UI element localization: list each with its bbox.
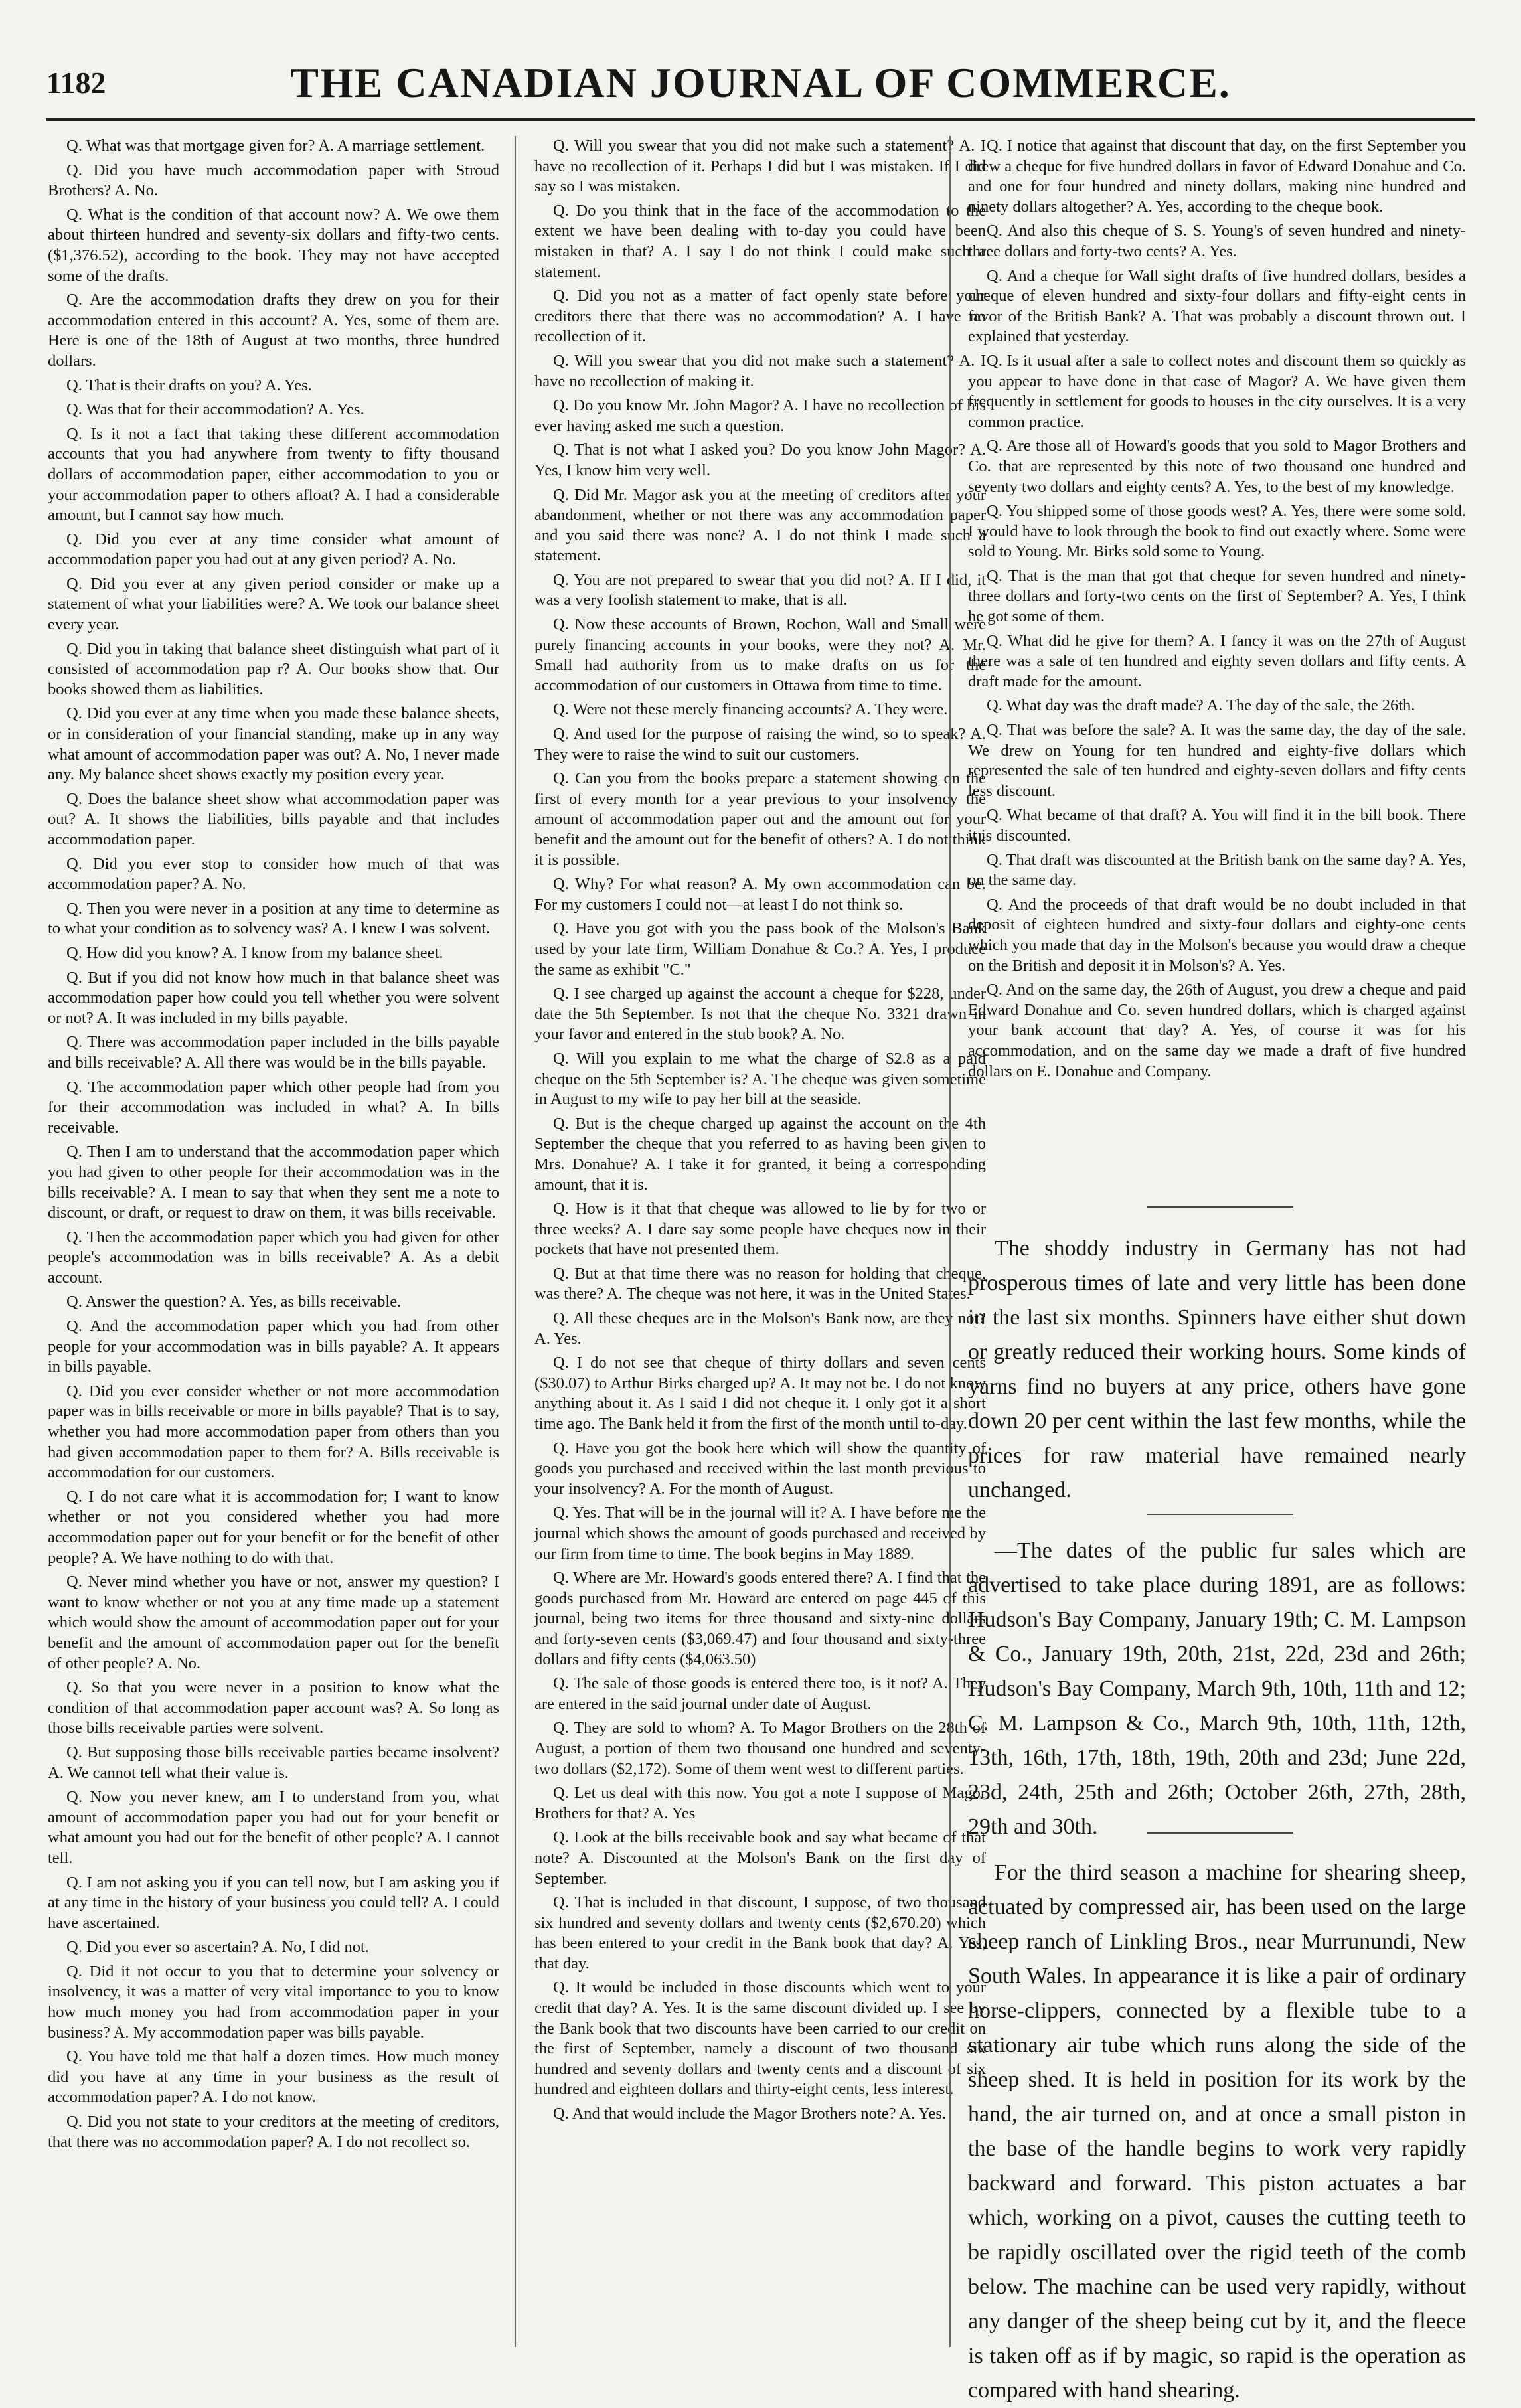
article-text: —The dates of the public fur sales which are advertised to take place during 1891, are as follows: Hudson's Bay Company, January 19th; C. M. Lampson & Co., January 19th, 20th, 21st, 22d, 23d and 26th; Hudson's Bay Company, March 9th, 10th, 11th and 12; C. M. Lampson & Co., March 9th, 10th, 11th, 12th, 13th, 16th, 17th, 18th, 19th, 20th and 23d; June 22d, 23d, 24th, 25th and 26th; October 26th, 27th, 28th, 29th and 30th. [968, 1538, 1466, 1839]
testimony-paragraph: Q. Answer the question? A. Yes, as bills receivable. [66, 1293, 402, 1311]
testimony-paragraph: Q. And also this cheque of S. S. Young's of seven hundred and ninety-three dollars and forty-two cents? A. Yes. [968, 222, 1466, 260]
testimony-paragraph: Q. That is included in that discount, I suppose, of two thousand six hundred and seventy dollars and twenty cents ($2,670.20) which has been entered to your credit in the Bank book that day? A. Yes, that day. [534, 1893, 986, 1972]
testimony-paragraph: Q. And the proceeds of that draft would be no doubt included in that deposit of eighteen hundred and sixty-four dollars and eighty-one cents which you made that day in the Molson's because you would draw a cheque on the British and deposit it in Molson's? A. Yes. [968, 895, 1466, 975]
article-separator [1147, 1206, 1293, 1208]
testimony-paragraph: Q. How did you know? A. I know from my balance sheet. [66, 943, 443, 962]
testimony-paragraph: Q. What day was the draft made? A. The day of the sale, the 26th. [987, 696, 1415, 715]
testimony-paragraph: Q. Will you swear that you did not make such a statement? A. I have no recollection of making it. [534, 351, 986, 390]
journal-title: THE CANADIAN JOURNAL OF COMMERCE. [290, 59, 1231, 106]
testimony-paragraph: Q. Did you not as a matter of fact openly state before your creditors there that there was no accommodation? A. I have no recollection of it. [534, 287, 986, 346]
testimony-paragraph: Q. The sale of those goods is entered there too, is it not? A. They are entered in the said journal under date of August. [534, 1674, 986, 1713]
testimony-column-1 [48, 136, 499, 2347]
testimony-paragraph: Q. Now these accounts of Brown, Rochon, Wall and Small were purely financing accounts in your books, were they not? A. Mr. Small had authority from us to make drafts on us for the accommodation of our customers in Ottawa from time to time. [534, 615, 986, 694]
testimony-paragraph: Q. Is it not a fact that taking these different accommodation accounts that you had anywhere from twenty to fifty thousand dollars of accommodation paper, either accommodation to you or your accommodation paper to others afloat? A. I had a considerable amount, but I cannot say how much. [48, 424, 499, 524]
testimony-paragraph: Q. That draft was discounted at the British bank on the same day? A. Yes, on the same day. [968, 850, 1466, 890]
testimony-paragraph: Q. Have you got with you the pass book of the Molson's Bank used by your late firm, William Donahue & Co.? A. Yes, I produce the same as exhibit "C." [534, 920, 986, 979]
testimony-paragraph: Q. But if you did not know how much in that balance sheet was accommodation paper how could you tell whether you were solvent or not? A. It was included in my bills payable. [48, 968, 499, 1027]
testimony-paragraph: Q. Will you swear that you did not make such a statement? A. I have no recollection of it. Perhaps I did but I was mistaken. If I did say so I was mistaken. [534, 137, 986, 196]
testimony-paragraph: Q. That is the man that got that cheque for seven hundred and ninety-three dollars and forty-two cents on the first of September? A. Yes, I think he got some of them. [968, 566, 1466, 626]
article-shoddy-industry [968, 1232, 1466, 1508]
testimony-paragraph: Q. What became of that draft? A. You will find it in the bill book. There it is discounted. [968, 806, 1466, 844]
testimony-paragraph: Q. Did you ever at any time when you made these balance sheets, or in consideration of your financial standing, make up in any way what amount of accommodation paper was out? A. No, I never made any. My balance sheet shows exactly my position every year. [48, 704, 499, 784]
testimony-paragraph: Q. Were not these merely financing accounts? A. They were. [553, 700, 948, 719]
testimony-paragraph: Q. That is their drafts on you? A. Yes. [66, 376, 312, 394]
testimony-paragraph: Q. What was that mortgage given for? A. A marriage settlement. [66, 137, 485, 155]
testimony-paragraph: Q. All these cheques are in the Molson's Bank now, are they not? A. Yes. [534, 1309, 986, 1348]
testimony-paragraph: Q. Did you ever at any time consider what amount of accommodation paper you had out at any given period? A. No. [48, 530, 499, 569]
testimony-paragraph: Q. Will you explain to me what the charge of $2.8 as a paid cheque on the 5th September is? A. The cheque was given sometime in August to my wife to pay her bill at the seaside. [534, 1049, 986, 1109]
testimony-paragraph: Q. Are those all of Howard's goods that you sold to Magor Brothers and Co. that are represented by this note of two thousand one hundred and seventy two dollars and eighty cents? A. Yes, to the best of my knowledge. [968, 437, 1466, 496]
testimony-paragraph: Q. And a cheque for Wall sight drafts of five hundred dollars, besides a cheque of eleven hundred and sixty-four dollars and fifty-eight cents in favor of the British Bank? A. That was probably a discount thrown out. I explained that yesterday. [968, 266, 1466, 346]
article-separator [1147, 1514, 1293, 1515]
testimony-paragraph: Q. Did you not state to your creditors at the meeting of creditors, that there was no accommodation paper? A. I do not recollect so. [48, 2113, 499, 2151]
testimony-paragraph: Q. Is it usual after a sale to collect notes and discount them so quickly as you appear to have done in that case of Magor? A. We have given them frequently in settlement for goods to houses in the city ourselves. It is a very common practice. [968, 351, 1466, 431]
page-header [46, 46, 1475, 126]
testimony-paragraph: Q. It would be included in those discounts which went to your credit that day? A. Yes. It is the same discount divided up. I see by the Bank book that two discounts have been carried to our credit on the first of September, namely a discount of two thousand six hundred and seventy dollars and twenty cents and a discount of six hundred and eighteen dollars and thirty-eight cents, less interest. [534, 1978, 986, 2099]
testimony-paragraph: Q. How is it that that cheque was allowed to lie by for two or three weeks? A. I dare say some people have cheques now in their pockets that have not presented them. [534, 1200, 986, 1259]
testimony-paragraph: Q. Did you ever at any given period consider or make up a statement of what your liabilities were? A. We took our balance sheet every year. [48, 574, 499, 634]
testimony-paragraph: Q. Was that for their accommodation? A. Yes. [66, 400, 364, 419]
testimony-paragraph: Q. Did you have much accommodation paper with Stroud Brothers? A. No. [48, 161, 499, 200]
testimony-paragraph: Q. Let us deal with this now. You got a note I suppose of Magor Brothers for that? A. Yes [534, 1784, 986, 1822]
testimony-paragraph: Q. Did Mr. Magor ask you at the meeting of creditors after your abandonment, whether or not there was any accommodation paper and you said there was none? A. I do not think I made such a statement. [534, 485, 986, 565]
testimony-paragraph: Q. You are not prepared to swear that you did not? A. If I did, it was a very foolish statement to make, that is all. [534, 570, 986, 609]
testimony-paragraph: Q. Can you from the books prepare a statement showing on the first of every month for a year previous to your insolvency the amount of accommodation paper out and the amount out for your benefit and the amount out for the benefit of others? A. I do not think it is possible. [534, 769, 986, 869]
testimony-paragraph: Q. Then I am to understand that the accommodation paper which you had given to other people for their accommodation was in the bills receivable? A. I mean to say that when they sent me a note to discount, or draft, or request to draw on them, it was bills receivable. [48, 1143, 499, 1222]
article-separator [1147, 1832, 1293, 1834]
testimony-paragraph: Q. That was before the sale? A. It was the same day, the day of the sale. We drew on Young for ten hundred and eighty-five dollars which represented the sale of ten hundred and eighty-seven dollars and fifty cents less discount. [968, 721, 1466, 800]
testimony-paragraph: Q. What did he give for them? A. I fancy it was on the 27th of August there was a sale of ten hundred and eighty seven dollars and fifty cents. A draft made for the amount. [968, 631, 1466, 690]
testimony-paragraph: Q. Did it not occur to you that to determine your solvency or insolvency, it was a matter of very vital importance to you to know how much money you had from accommodation paper in your business? A. My accommodation paper was bills payable. [48, 1962, 499, 2042]
header-rule [46, 118, 1475, 121]
testimony-column-2 [534, 136, 986, 2347]
testimony-paragraph: Q. So that you were never in a position to know what the condition of that accommodation paper account was? A. So long as those bills receivable parties were solvent. [48, 1678, 499, 1737]
testimony-paragraph: Q. They are sold to whom? A. To Magor Brothers on the 28th of August, a portion of them two thousand one hundred and seventy-two dollars ($2,172). Some of them went west to different parties. [534, 1719, 986, 1778]
testimony-paragraph: Q. I see charged up against the account a cheque for $228, under date the 5th September. Is not that the cheque No. 3321 drawn in your favor and entered in the stub book? A. No. [534, 985, 986, 1044]
testimony-paragraph: Q. Yes. That will be in the journal will it? A. I have before me the journal which shows the amount of goods purchased and received by our firm from time to time. The book begins in May 1889. [534, 1504, 986, 1563]
testimony-paragraph: Q. Look at the bills receivable book and say what became of that note? A. Discounted at the Molson's Bank on the first day of September. [534, 1828, 986, 1887]
testimony-paragraph: Q. Did you ever consider whether or not more accommodation paper was in bills receivable or more in bills payable? That is to say, whether you had more accommodation paper from others than you had given accommodation paper to them for? A. Bills receivable is accommodation for our customers. [48, 1382, 499, 1482]
testimony-paragraph: Q. Now you never knew, am I to understand from you, what amount of accommodation paper you had out for your benefit or what amount you had out for the benefit of other people? A. I cannot tell. [48, 1788, 499, 1867]
testimony-paragraph: Q. Where are Mr. Howard's goods entered there? A. I find that the goods purchased from Mr. Howard are entered on page 445 of this journal, being two items for three thousand and sixty-nine dollars and forty-seven cents ($3,069.47) and four thousand and sixty-three dollars and fifty cents ($4,063.50) [534, 1569, 986, 1668]
news-items [968, 1232, 1466, 2403]
article-text: For the third season a machine for shearing sheep, actuated by compressed air, has been used on the large sheep ranch of Linkling Bros., near Murrunundi, New South Wales. In appearance it is like a pair of ordinary horse-clippers, connected by a flexible tube to a stationary air tube which runs along the side of the sheep shed. It is held in position for its work by the hand, the air turned on, and at once a small piston in the base of the handle begins to work very rapidly backward and forward. This piston actuates a bar which, working on a pivot, causes the cutting teeth to be rapidly oscillated over the rigid teeth of the comb below. The machine can be used very rapidly, without any danger of the sheep being cut by it, and the fleece is taken off as if by magic, so rapid is the operation as compared with hand shearing. [968, 1860, 1466, 2403]
testimony-paragraph: Q. Have you got the book here which will show the quantity of goods you purchased and received within the last month previous to your insolvency? A. For the month of August. [534, 1439, 986, 1498]
testimony-paragraph: Q. You shipped some of those goods west? A. Yes, there were some sold. I would have to look through the book to find out exactly where. Some were sold to Young. Mr. Birks sold some to Young. [968, 502, 1466, 561]
testimony-paragraph: Q. Did you in taking that balance sheet distinguish what part of it consisted of accommodation pap r? A. Our books show that. Our books showed them as liabilities. [48, 639, 499, 698]
testimony-paragraph: Q. But supposing those bills receivable parties became insolvent? A. We cannot tell what their value is. [48, 1743, 499, 1782]
column-divider-1 [515, 136, 516, 2347]
testimony-paragraph: Q. Did you ever so ascertain? A. No, I did not. [66, 1938, 369, 1957]
testimony-paragraph: Q. There was accommodation paper included in the bills payable and bills receivable? A. All there was would be in the bills payable. [48, 1033, 499, 1072]
article-sheep-shearing [968, 1856, 1466, 2408]
testimony-paragraph: Q. The accommodation paper which other people had from you for their accommodation was included in what? A. In bills receivable. [48, 1078, 499, 1137]
article-fur-sales [968, 1534, 1466, 1844]
testimony-paragraph: Q. And used for the purpose of raising the wind, so to speak? A. They were to raise the wind to suit our customers. [534, 725, 986, 763]
testimony-paragraph: Q. And on the same day, the 26th of August, you drew a cheque and paid Edward Donahue and Co. seven hundred dollars, which is charged against your bank account that day? A. Yes, of course it was for his accommodation, and on the same day we made a draft of five hundred dollars on E. Donahue and Company. [968, 981, 1466, 1080]
testimony-paragraph: Q. And the accommodation paper which you had from other people for your accommodation was in bills payable? A. It appears in bills payable. [48, 1317, 499, 1376]
testimony-paragraph: Q. You have told me that half a dozen times. How much money did you have at any time in your business as the result of accommodation paper? A. I do not know. [48, 2047, 499, 2107]
testimony-paragraph: Q. That is not what I asked you? Do you know John Magor? A. Yes, I know him very well. [534, 441, 986, 479]
page-number: 1182 [46, 66, 106, 100]
testimony-paragraph: Q. Does the balance sheet show what accommodation paper was out? A. It shows the liabilities, bills payable and that includes accommodation paper. [48, 789, 499, 848]
testimony-paragraph: Q. But at that time there was no reason for holding that cheque, was there? A. The cheque was not here, it was in the United States. [534, 1264, 986, 1303]
testimony-paragraph: Q. Did you ever stop to consider how much of that was accommodation paper? A. No. [48, 854, 499, 894]
testimony-paragraph: Q. Why? For what reason? A. My own accommodation can be. For my customers I could not—at least I do not think so. [534, 875, 986, 914]
testimony-paragraph: Q. And that would include the Magor Brothers note? A. Yes. [553, 2105, 947, 2123]
testimony-paragraph: Q. What is the condition of that account now? A. We owe them about thirteen hundred and seventy-six dollars and fifty-two cents. ($1,376.52), according to the book. They may not have accepted some of the drafts. [48, 205, 499, 285]
testimony-paragraph: Q. Do you know Mr. John Magor? A. I have no recollection of his ever having asked me such a question. [534, 396, 986, 435]
testimony-paragraph: Q. I am not asking you if you can tell now, but I am asking you if at any time in the history of your business you could tell? A. I could have ascertained. [48, 1873, 499, 1932]
testimony-paragraph: Q. I notice that against that discount that day, on the first September you drew a cheque for five hundred dollars in favor of Edward Donahue and Co. and one for four hundred and ninety dollars, making nine hundred and ninety dollars altogether? A. Yes, according to the cheque book. [968, 137, 1466, 216]
testimony-paragraph: Q. Then the accommodation paper which you had given for other people's accommodation was in bills receivable? A. As a debit account. [48, 1228, 499, 1287]
article-text: The shoddy industry in Germany has not had prosperous times of late and very little has been done in the last six months. Spinners have either shut down or greatly reduced their working hours. Some kinds of yarns find no buyers at any price, others have gone down 20 per cent within the last few months, while the prices for raw material have remained nearly unchanged. [968, 1236, 1466, 1502]
testimony-paragraph: Q. I do not care what it is accommodation for; I want to know whether or not you considered whether you had more accommodation paper out for your benefit or for the benefit of other people? A. We have nothing to do with that. [48, 1487, 499, 1567]
testimony-paragraph: Q. Are the accommodation drafts they drew on you for their accommodation entered in this account? A. Yes, some of them are. Here is one of the 18th of August at two months, three hundred dollars. [48, 291, 499, 370]
testimony-column-3 [968, 136, 1466, 1198]
testimony-paragraph: Q. Then you were never in a position at any time to determine as to what your condition as to solvency was? A. I knew I was solvent. [48, 899, 499, 938]
testimony-paragraph: Q. But is the cheque charged up against the account on the 4th September the cheque that you referred to as having been given to Mrs. Donahue? A. I take it for granted, it being a corresponding amount, that it is. [534, 1114, 986, 1194]
testimony-paragraph: Q. I do not see that cheque of thirty dollars and seven cents ($30.07) to Arthur Birks charged up? A. It may not be. I do not know anything about it. As I said I did not cheque it. I only got it a short time ago. The Bank held it from the first of the month until to-day. [534, 1354, 986, 1433]
column-divider-2 [949, 136, 951, 2347]
testimony-paragraph: Q. Do you think that in the face of the accommodation to the extent we have been dealing with to-day you could have been mistaken in that? A. I say I do not think I could make such a statement. [534, 201, 986, 281]
testimony-paragraph: Q. Never mind whether you have or not, answer my question? I want to know whether or not you at any time made up a statement which would show the amount of accommodation paper out for your benefit and the amount of accommodation paper out for the benefit of other people? A. No. [48, 1573, 499, 1672]
